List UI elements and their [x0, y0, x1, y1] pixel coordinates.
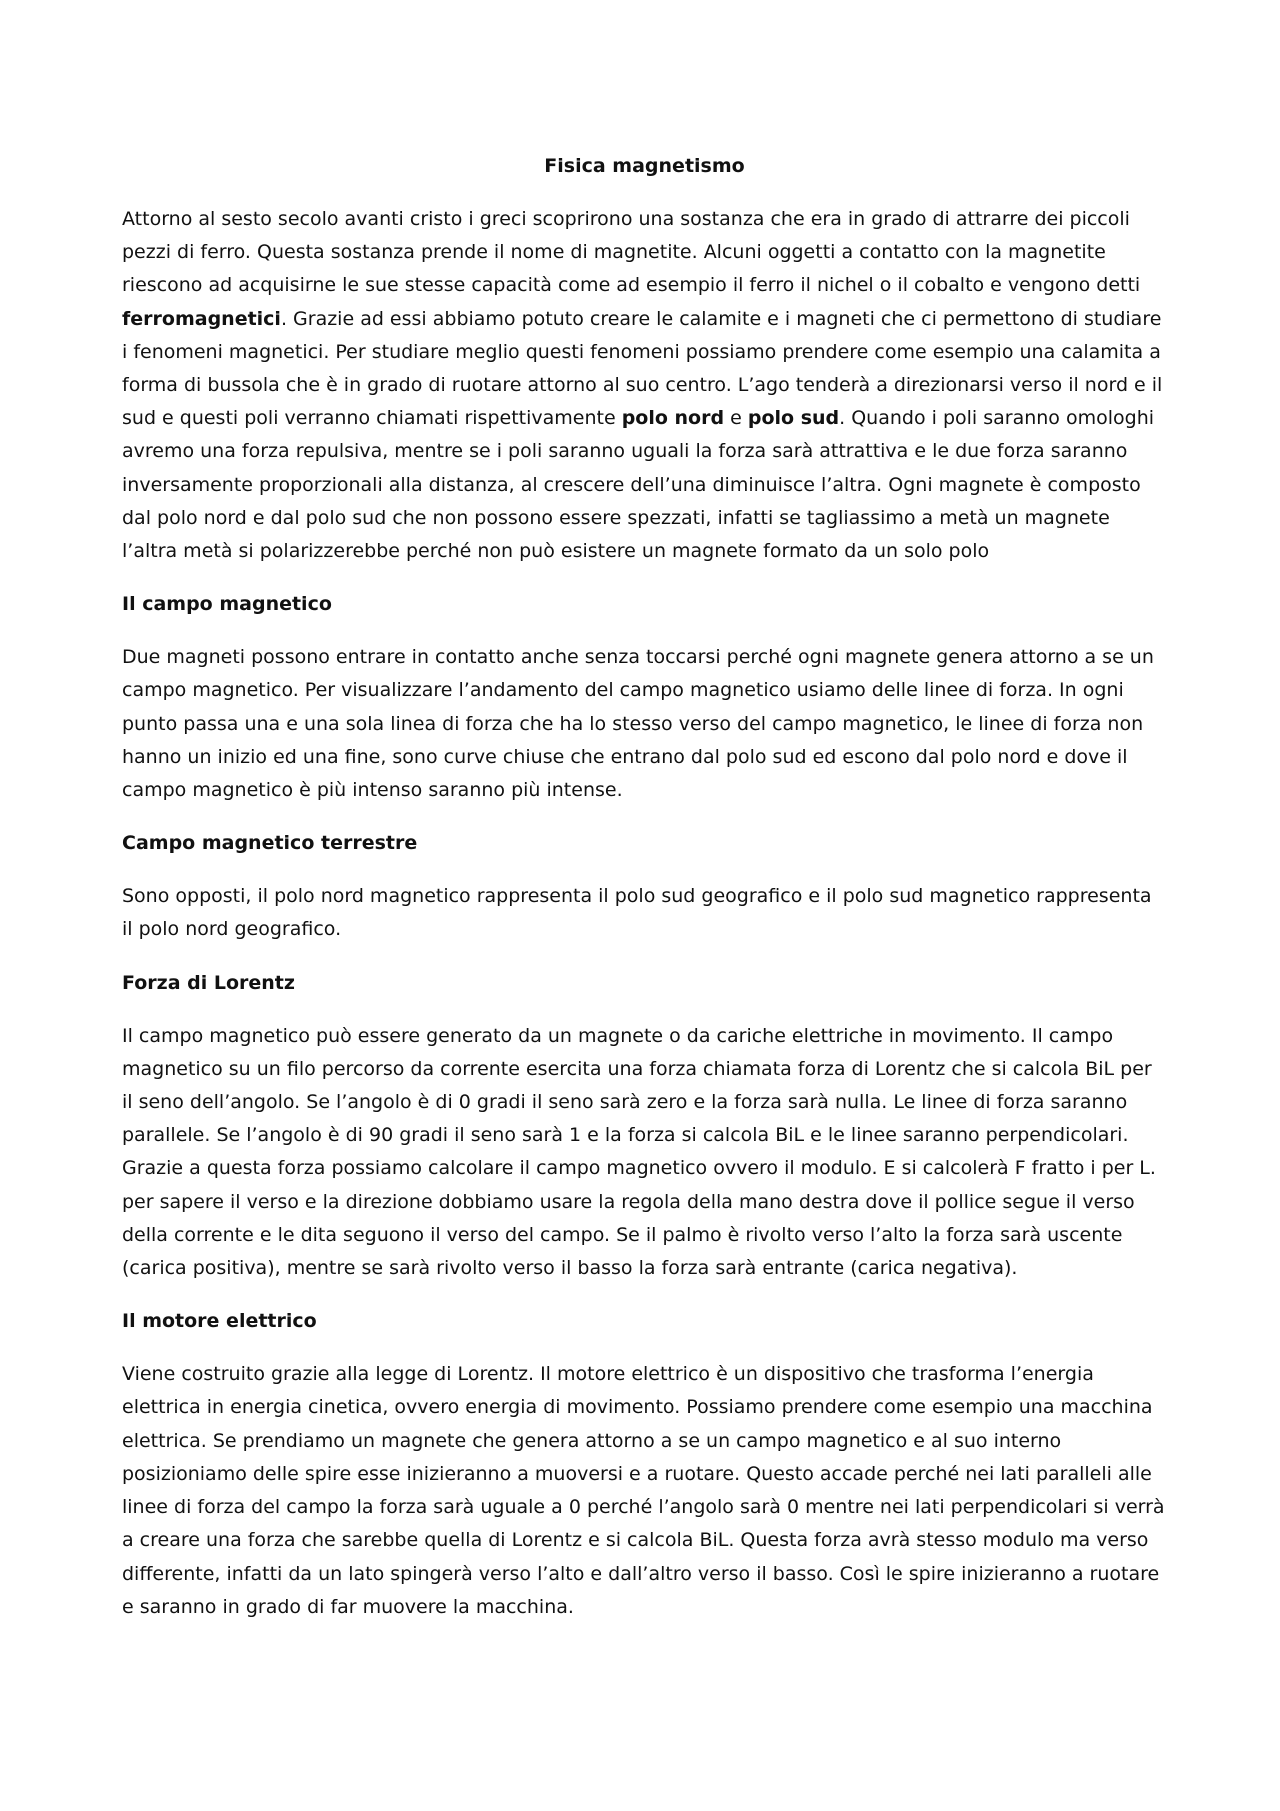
intro-paragraph [122, 203, 1167, 568]
term-polo-sud: polo sud [747, 407, 840, 430]
intro-text-3: e [724, 407, 748, 430]
term-polo-nord: polo nord [621, 407, 725, 430]
section-text-campo-magnetico: Due magneti possono entrare in contatto anche senza toccarsi perché ogni magnete genera attorno a se un campo magnetico. Per visualizzare l’andamento del campo magnetico usiamo delle linee di forza. In ogni punto passa una e una sola linea di forza che ha lo stesso verso del campo magnetico, le linee di forza non hanno un inizio ed una fine, sono curve chiuse che entrano dal polo sud ed escono dal polo nord e dove il campo magnetico è più intenso saranno più intense. [122, 646, 1154, 802]
document-page [122, 150, 1167, 1644]
intro-text-2: . Grazie ad essi abbiamo potuto creare le calamite e i magneti che ci permettono di studiare i fenomeni magnetici. Per studiare meglio questi fenomeni possiamo prendere come esempio una calamita a forma di bussola che è in grado di ruotare attorno al suo centro. L’ago tenderà a direzionarsi verso il nord e il sud e questi poli verranno chiamati rispettivamente [122, 307, 1163, 430]
section-text-motore-elettrico: Viene costruito grazie alla legge di Lorentz. Il motore elettrico è un dispositivo che trasforma l’energia elettrica in energia cinetica, ovvero energia di movimento. Possiamo prendere come esempio una macchina elettrica. Se prendiamo un magnete che genera attorno a se un campo magnetico e al suo interno posizioniamo delle spire esse inizieranno a muoversi e a ruotare. Questo accade perché nei lati paralleli alle linee di forza del campo la forza sarà uguale a 0 perché l’angolo sarà 0 mentre nei lati perpendicolari si verrà a creare una forza che sarebbe quella di Lorentz e si calcola BiL. Questa forza avrà stesso modulo ma verso differente, infatti da un lato spingerà verso l’alto e dall’altro verso il basso. Così le spire inizieranno a ruotare e saranno in grado di far muovere la macchina. [122, 1363, 1165, 1618]
section-heading-campo-terrestre: Campo magnetico terrestre [122, 832, 418, 855]
section-heading-motore-elettrico: Il motore elettrico [122, 1310, 317, 1333]
section-heading-forza-lorentz: Forza di Lorentz [122, 971, 295, 994]
section-heading-campo-magnetico: Il campo magnetico [122, 593, 332, 616]
document-title: Fisica magnetismo [544, 155, 745, 177]
intro-text-1: Attorno al sesto secolo avanti cristo i greci scoprirono una sostanza che era in grado di attrarre dei piccoli pezzi di ferro. Questa sostanza prende il nome di magnetite. Alcuni oggetti a contatto con la magnetite riescono ad acquisirne le sue stesse capacità come ad esempio il ferro il nichel o il cobalto e vengono detti [122, 208, 1141, 297]
term-ferromagnetici: ferromagnetici [122, 307, 281, 330]
intro-text-4: . Quando i poli saranno omologhi avremo una forza repulsiva, mentre se i poli saranno uguali la forza sarà attrattiva e le due forza saranno inversamente proporzionali alla distanza, al crescere dell’una diminuisce l’altra. Ogni magnete è composto dal polo nord e dal polo sud che non possono essere spezzati, infatti se tagliassimo a metà un magnete l’altra metà si polarizzerebbe perché non può esistere un magnete formato da un solo polo [122, 407, 1155, 563]
section-text-campo-terrestre: Sono opposti, il polo nord magnetico rappresenta il polo sud geografico e il polo sud magnetico rappresenta il polo nord geografico. [122, 885, 1152, 941]
section-text-forza-lorentz: Il campo magnetico può essere generato da un magnete o da cariche elettriche in movimento. Il campo magnetico su un filo percorso da corrente esercita una forza chiamata forza di Lorentz che si calcola BiL per il seno dell’angolo. Se l’angolo è di 0 gradi il seno sarà zero e la forza sarà nulla. Le linee di forza saranno parallele. Se l’angolo è di 90 gradi il seno sarà 1 e la forza si calcola BiL e le linee saranno perpendicolari. Grazie a questa forza possiamo calcolare il campo magnetico ovvero il modulo. E si calcolerà F fratto i per L. per sapere il verso e la direzione dobbiamo usare la regola della mano destra dove il pollice segue il verso della corrente e le dita seguono il verso del campo. Se il palmo è rivolto verso l’alto la forza sarà uscente (carica positiva), mentre se sarà rivolto verso il basso la forza sarà entrante (carica negativa). [122, 1024, 1156, 1280]
